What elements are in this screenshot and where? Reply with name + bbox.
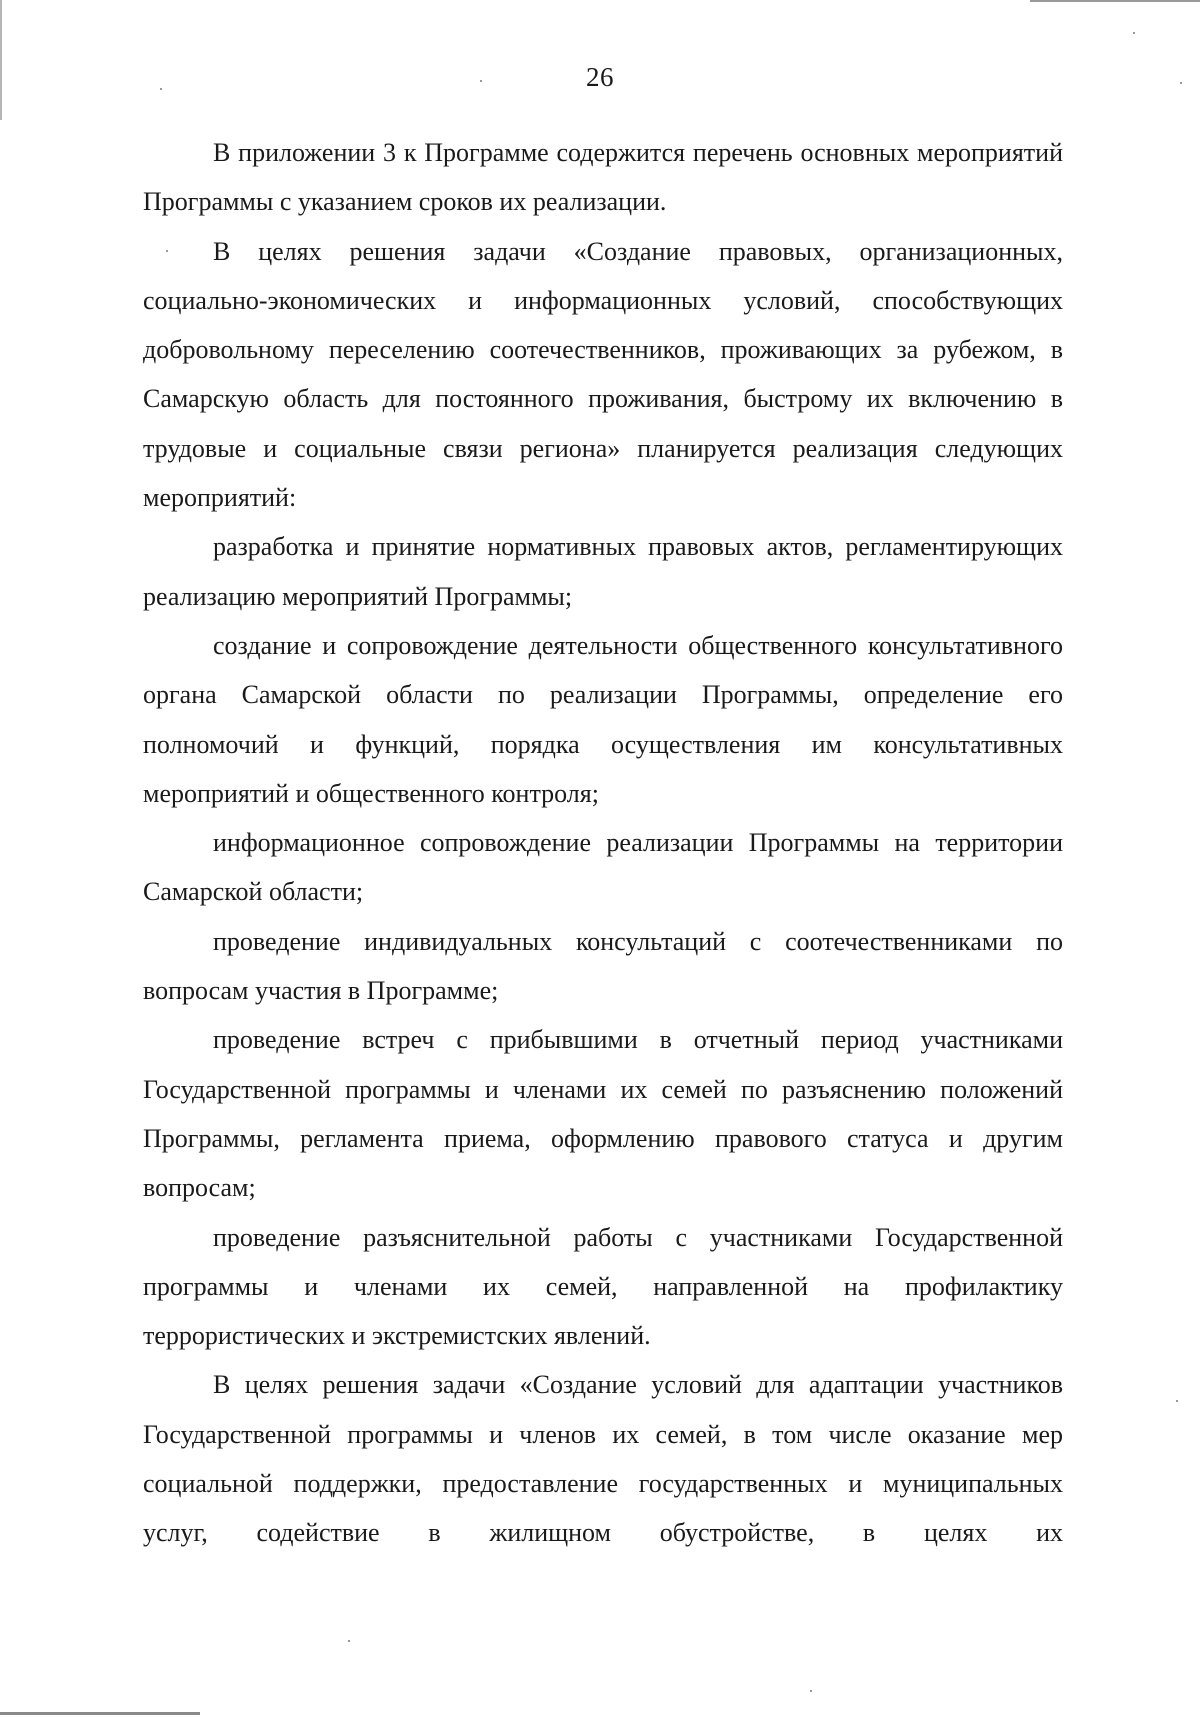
scan-speck (348, 1640, 350, 1642)
list-item-participant-meetings: проведение встреч с прибывшими в отчетный период участниками Государственной программы и членами их семей по разъяснению положений Программы, регламента приема, оформлению правового статуса и другим вопросам; (143, 1025, 1063, 1203)
list-item-explanatory-work: проведение разъяснительной работы с участниками Государственной программы и членами их семей, направленной на профилактику террористических и экстремистских явлений. (143, 1222, 1063, 1351)
scan-speck (810, 1690, 812, 1692)
paragraph-task-legal-conditions: В целях решения задачи «Создание правовых, организационных, социально-экономических и информационных условий, способствующих добровольному переселению соотечественников, проживающих за рубежом, в Самарскую область для постоянного проживания, быстрому их включению в трудовые и социальные связи региона» планируется реализация следующих мероприятий: (143, 236, 1063, 513)
scan-edge-left (0, 0, 2, 120)
scan-speck (1133, 32, 1135, 34)
paragraph-task-adaptation: В целях решения задачи «Создание условий для адаптации участников Государственной программы и членов их семей, в том числе оказание мер социальной поддержки, предоставление государственных и муниципальных услуг, содействие в жилищном обустройстве, в целях их (143, 1370, 1063, 1548)
page-number: 26 (586, 62, 614, 92)
document-body (143, 128, 1063, 1558)
scan-edge-top (1030, 0, 1200, 2)
list-item-legal-acts: разработка и принятие нормативных правовых актов, регламентирующих реализацию мероприятий Программы; (143, 532, 1063, 611)
list-item-information-support: информационное сопровождение реализации Программы на территории Самарской области; (143, 828, 1063, 907)
list-item-consultative-body: создание и сопровождение деятельности общественного консультативного органа Самарской области по реализации Программы, определение его полномочий и функций, порядка осуществления им консультативных мероприятий и общественного контроля; (143, 630, 1063, 808)
scan-speck (1176, 1400, 1178, 1402)
list-item-individual-consultations: проведение индивидуальных консультаций с соотечественниками по вопросам участия в Программе; (143, 926, 1063, 1006)
scan-edge-bottom (0, 1712, 200, 1715)
paragraph-appendix-reference: В приложении 3 к Программе содержится перечень основных мероприятий Программы с указанием сроков их реализации. (143, 138, 1063, 217)
